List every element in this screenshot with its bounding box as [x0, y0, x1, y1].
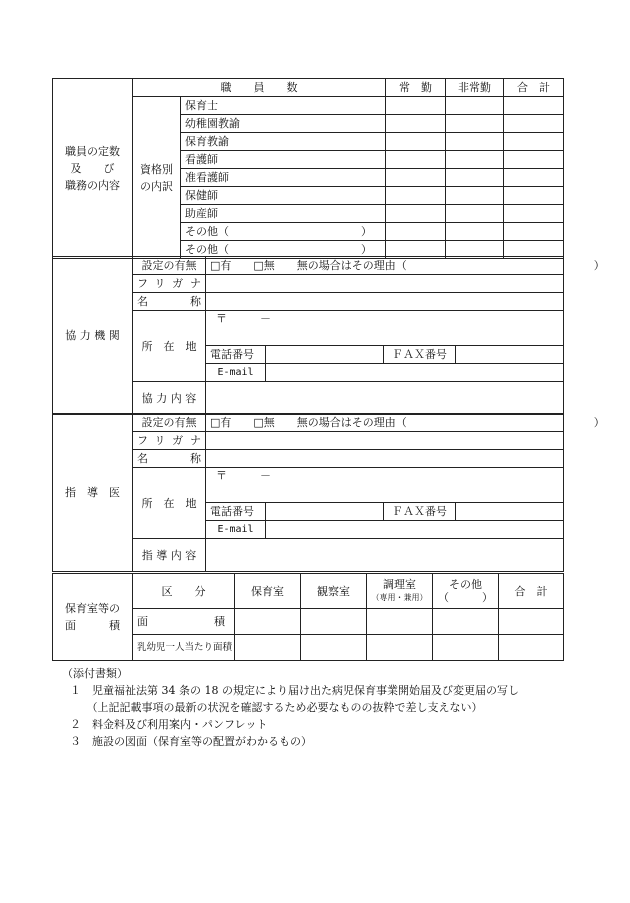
input-cell[interactable]	[386, 187, 446, 205]
staff-row-label: 保育士	[181, 97, 386, 115]
staff-header-title: 職 員 数	[133, 79, 386, 97]
area-col-observation: 観察室	[301, 574, 367, 609]
input-cell[interactable]	[446, 133, 504, 151]
area-col-other: その他 （ ）	[433, 574, 499, 609]
doctor-furigana-input[interactable]	[206, 432, 564, 450]
input-cell[interactable]	[386, 169, 446, 187]
header-parttime: 非常勤	[446, 79, 504, 97]
input-cell[interactable]	[446, 187, 504, 205]
partner-email-input[interactable]	[266, 364, 564, 382]
input-cell[interactable]	[386, 133, 446, 151]
staff-row-label: 准看護師	[181, 169, 386, 187]
input-cell[interactable]	[504, 205, 564, 223]
staff-row-label: 幼稚園教諭	[181, 115, 386, 133]
area-col-kitchen: 調理室 （専用・兼用）	[367, 574, 433, 609]
area-row-per-child: 乳幼児一人当たり面積	[133, 635, 235, 661]
input-cell[interactable]	[301, 635, 367, 661]
input-cell[interactable]	[504, 223, 564, 241]
input-cell[interactable]	[446, 151, 504, 169]
doctor-email-label: E-mail	[206, 521, 266, 539]
input-cell[interactable]	[504, 115, 564, 133]
partner-name-label: 名 称	[133, 293, 206, 311]
input-cell[interactable]	[446, 223, 504, 241]
partner-email-label: E-mail	[206, 364, 266, 382]
input-cell[interactable]	[386, 151, 446, 169]
partner-content-label: 協 力 内 容	[133, 382, 206, 415]
doctor-name-input[interactable]	[206, 450, 564, 468]
partner-setting-label: 設定の有無	[133, 257, 206, 275]
doctor-postal[interactable]: 〒 －	[206, 468, 564, 503]
input-cell[interactable]	[433, 609, 499, 635]
attachment-item: ３ 施設の図面（保育室等の配置がわかるもの）	[70, 735, 312, 748]
doctor-content-label: 指 導 内 容	[133, 539, 206, 572]
doctor-phone-label: 電話番号	[206, 503, 266, 521]
area-col-nursery: 保育室	[235, 574, 301, 609]
area-col-total: 合 計	[499, 574, 564, 609]
input-cell[interactable]	[367, 635, 433, 661]
partner-fax-input[interactable]	[456, 346, 564, 364]
input-cell[interactable]	[504, 133, 564, 151]
input-cell[interactable]	[386, 223, 446, 241]
partner-fax-label: ＦＡＸ番号	[384, 346, 456, 364]
staff-row-label: 保育教諭	[181, 133, 386, 151]
attachment-item: （上記記載事項の最新の状況を確認するため必要なものの抜粋で差し支えない）	[70, 701, 483, 714]
partner-furigana-input[interactable]	[206, 275, 564, 293]
input-cell[interactable]	[301, 609, 367, 635]
doctor-content-input[interactable]	[206, 539, 564, 572]
input-cell[interactable]	[446, 205, 504, 223]
doctor-name-label: 名 称	[133, 450, 206, 468]
input-cell[interactable]	[504, 97, 564, 115]
attachment-item: ２ 料金料及び利用案内・パンフレット	[70, 718, 268, 731]
input-cell[interactable]	[235, 609, 301, 635]
input-cell[interactable]	[386, 205, 446, 223]
input-cell[interactable]	[499, 635, 564, 661]
doctor-email-input[interactable]	[266, 521, 564, 539]
qualification-label: 資格別 の内訳	[133, 97, 181, 259]
input-cell[interactable]	[446, 169, 504, 187]
staff-row-label: 保健師	[181, 187, 386, 205]
partner-furigana-label: フリガナ	[133, 275, 206, 293]
staff-section-label: 職員の定数 及 び 職務の内容	[53, 79, 133, 259]
attachment-item: １ 児童福祉法第 34 条の 18 の規定により届け出た病児保育事業開始届及び変更届の写し	[70, 684, 519, 697]
input-cell[interactable]	[504, 187, 564, 205]
input-cell[interactable]	[386, 97, 446, 115]
header-total: 合 計	[504, 79, 564, 97]
input-cell[interactable]	[367, 609, 433, 635]
staff-row-label: 助産師	[181, 205, 386, 223]
partner-table	[52, 256, 605, 415]
input-cell[interactable]	[504, 169, 564, 187]
staff-row-label: 看護師	[181, 151, 386, 169]
doctor-fax-label: ＦＡＸ番号	[384, 503, 456, 521]
doctor-furigana-label: フリガナ	[133, 432, 206, 450]
header-fulltime: 常 勤	[386, 79, 446, 97]
doctor-setting-value[interactable]: □有 □無 無の場合はその理由（ ）	[206, 414, 564, 432]
partner-address-label: 所 在 地	[133, 311, 206, 382]
doctor-section-label: 指 導 医	[53, 414, 133, 572]
doctor-setting-label: 設定の有無	[133, 414, 206, 432]
input-cell[interactable]	[499, 609, 564, 635]
area-header-label: 区 分	[133, 574, 235, 609]
area-section-label: 保育室等の 面 積	[53, 574, 133, 661]
partner-phone-input[interactable]	[266, 346, 384, 364]
input-cell[interactable]	[235, 635, 301, 661]
attachments-title: （添付書類）	[62, 667, 128, 680]
partner-name-input[interactable]	[206, 293, 564, 311]
input-cell[interactable]	[504, 151, 564, 169]
doctor-fax-input[interactable]	[456, 503, 564, 521]
input-cell[interactable]	[386, 115, 446, 133]
input-cell[interactable]	[446, 115, 504, 133]
staff-table	[52, 78, 564, 259]
doctor-phone-input[interactable]	[266, 503, 384, 521]
partner-postal[interactable]: 〒 －	[206, 311, 564, 346]
attachments-notes	[64, 665, 519, 750]
partner-section-label: 協 力 機 関	[53, 257, 133, 415]
input-cell[interactable]	[446, 97, 504, 115]
partner-setting-value[interactable]: □有 □無 無の場合はその理由（ ）	[206, 257, 564, 275]
doctor-table	[52, 413, 605, 572]
staff-row-label[interactable]: その他（ ）	[181, 241, 386, 259]
area-table	[52, 573, 564, 661]
staff-row-label[interactable]: その他（ ）	[181, 223, 386, 241]
input-cell[interactable]	[433, 635, 499, 661]
doctor-address-label: 所 在 地	[133, 468, 206, 539]
partner-phone-label: 電話番号	[206, 346, 266, 364]
area-row-area: 面 積	[133, 609, 235, 635]
partner-content-input[interactable]	[206, 382, 564, 415]
